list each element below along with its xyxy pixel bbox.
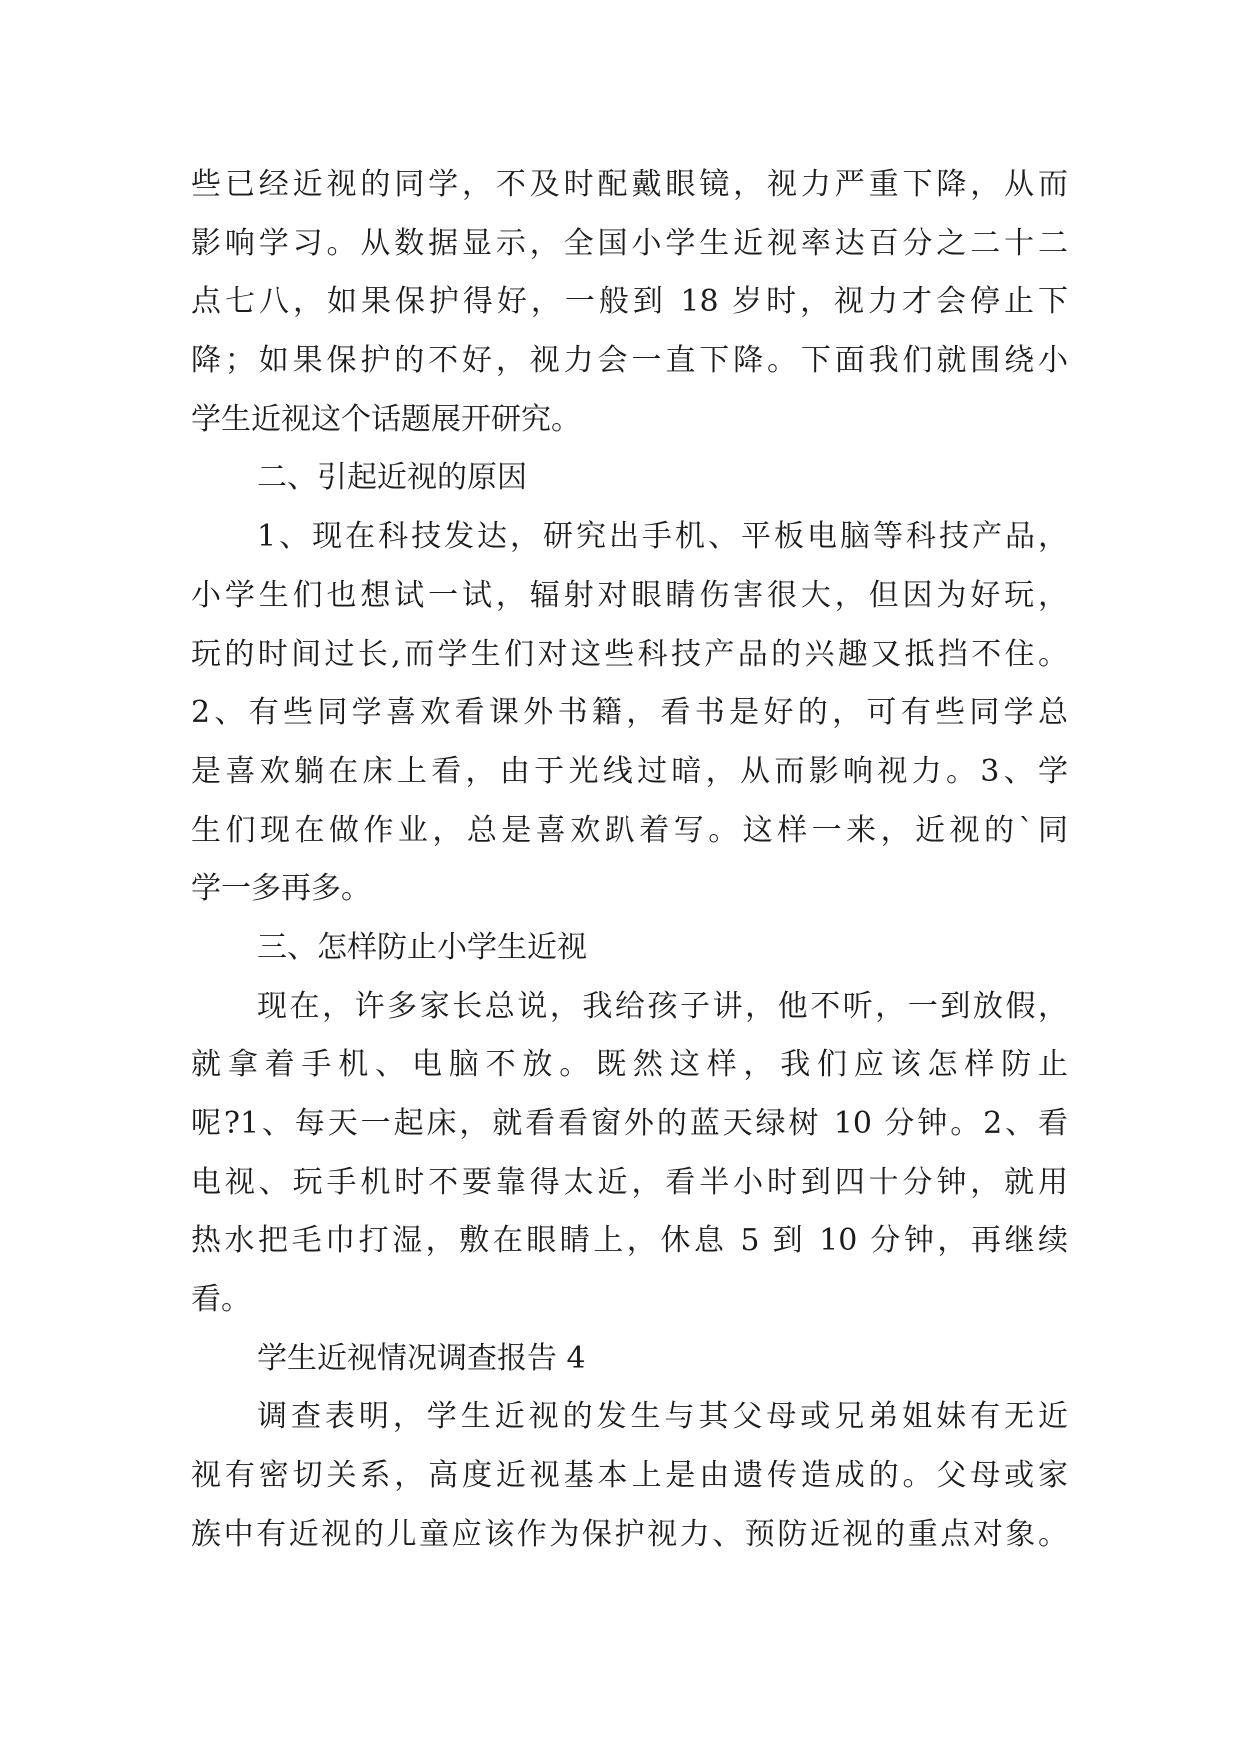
document-body — [191, 156, 1068, 1565]
text-line: 视有密切关系，高度近视基本上是由遗传造成的。父母或家 — [191, 1458, 1068, 1494]
text-line: 看。 — [191, 1282, 251, 1318]
text-line: 生们现在做作业，总是喜欢趴着写。这样一来，近视的`同 — [191, 812, 1068, 848]
text-line: 现在，许多家长总说，我给孩子讲，他不听，一到放假， — [257, 988, 1068, 1024]
text-line: 1、现在科技发达，研究出手机、平板电脑等科技产品， — [257, 519, 1068, 555]
text-line: 学一多再多。 — [191, 871, 371, 907]
text-line: 是喜欢躺在床上看，由于光线过暗，从而影响视力。3、学 — [191, 753, 1068, 789]
text-line: 玩的时间过长,而学生们对这些科技产品的兴趣又抵挡不住。 — [191, 636, 1068, 672]
paragraph — [191, 156, 1068, 449]
section-heading: 二、引起近视的原因 — [257, 460, 527, 496]
text-line: 呢?1、每天一起床，就看看窗外的蓝天绿树 10 分钟。2、看 — [191, 1106, 1068, 1141]
paragraph — [191, 508, 1068, 919]
text-line: 热水把毛巾打湿，敷在眼睛上，休息 5 到 10 分钟，再继续 — [191, 1223, 1068, 1259]
text-line: 族中有近视的儿童应该作为保护视力、预防近视的重点对象。 — [191, 1516, 1068, 1552]
text-line: 点七八，如果保护得好，一般到 18 岁时，视力才会停止下 — [191, 284, 1068, 320]
text-line: 2、有些同学喜欢看课外书籍，看书是好的，可有些同学总 — [191, 695, 1068, 731]
paragraph — [191, 978, 1068, 1330]
paragraph — [191, 1388, 1068, 1564]
text-line: 调查表明，学生近视的发生与其父母或兄弟姐妹有无近 — [257, 1399, 1068, 1435]
text-line: 降；如果保护的不好，视力会一直下降。下面我们就围绕小 — [191, 343, 1068, 379]
text-line: 影响学习。从数据显示，全国小学生近视率达百分之二十二 — [191, 225, 1068, 261]
text-line: 些已经近视的同学，不及时配戴眼镜，视力严重下降，从而 — [191, 167, 1068, 202]
text-line: 就拿着手机、电脑不放。既然这样，我们应该怎样防止 — [191, 1047, 1068, 1083]
text-line: 电视、玩手机时不要靠得太近，看半小时到四十分钟，就用 — [191, 1164, 1068, 1200]
section-heading: 学生近视情况调查报告 4 — [257, 1340, 586, 1376]
section-heading: 三、怎样防止小学生近视 — [257, 929, 587, 965]
text-line: 小学生们也想试一试，辐射对眼睛伤害很大，但因为好玩， — [191, 577, 1068, 613]
text-line: 学生近视这个话题展开研究。 — [191, 401, 581, 437]
